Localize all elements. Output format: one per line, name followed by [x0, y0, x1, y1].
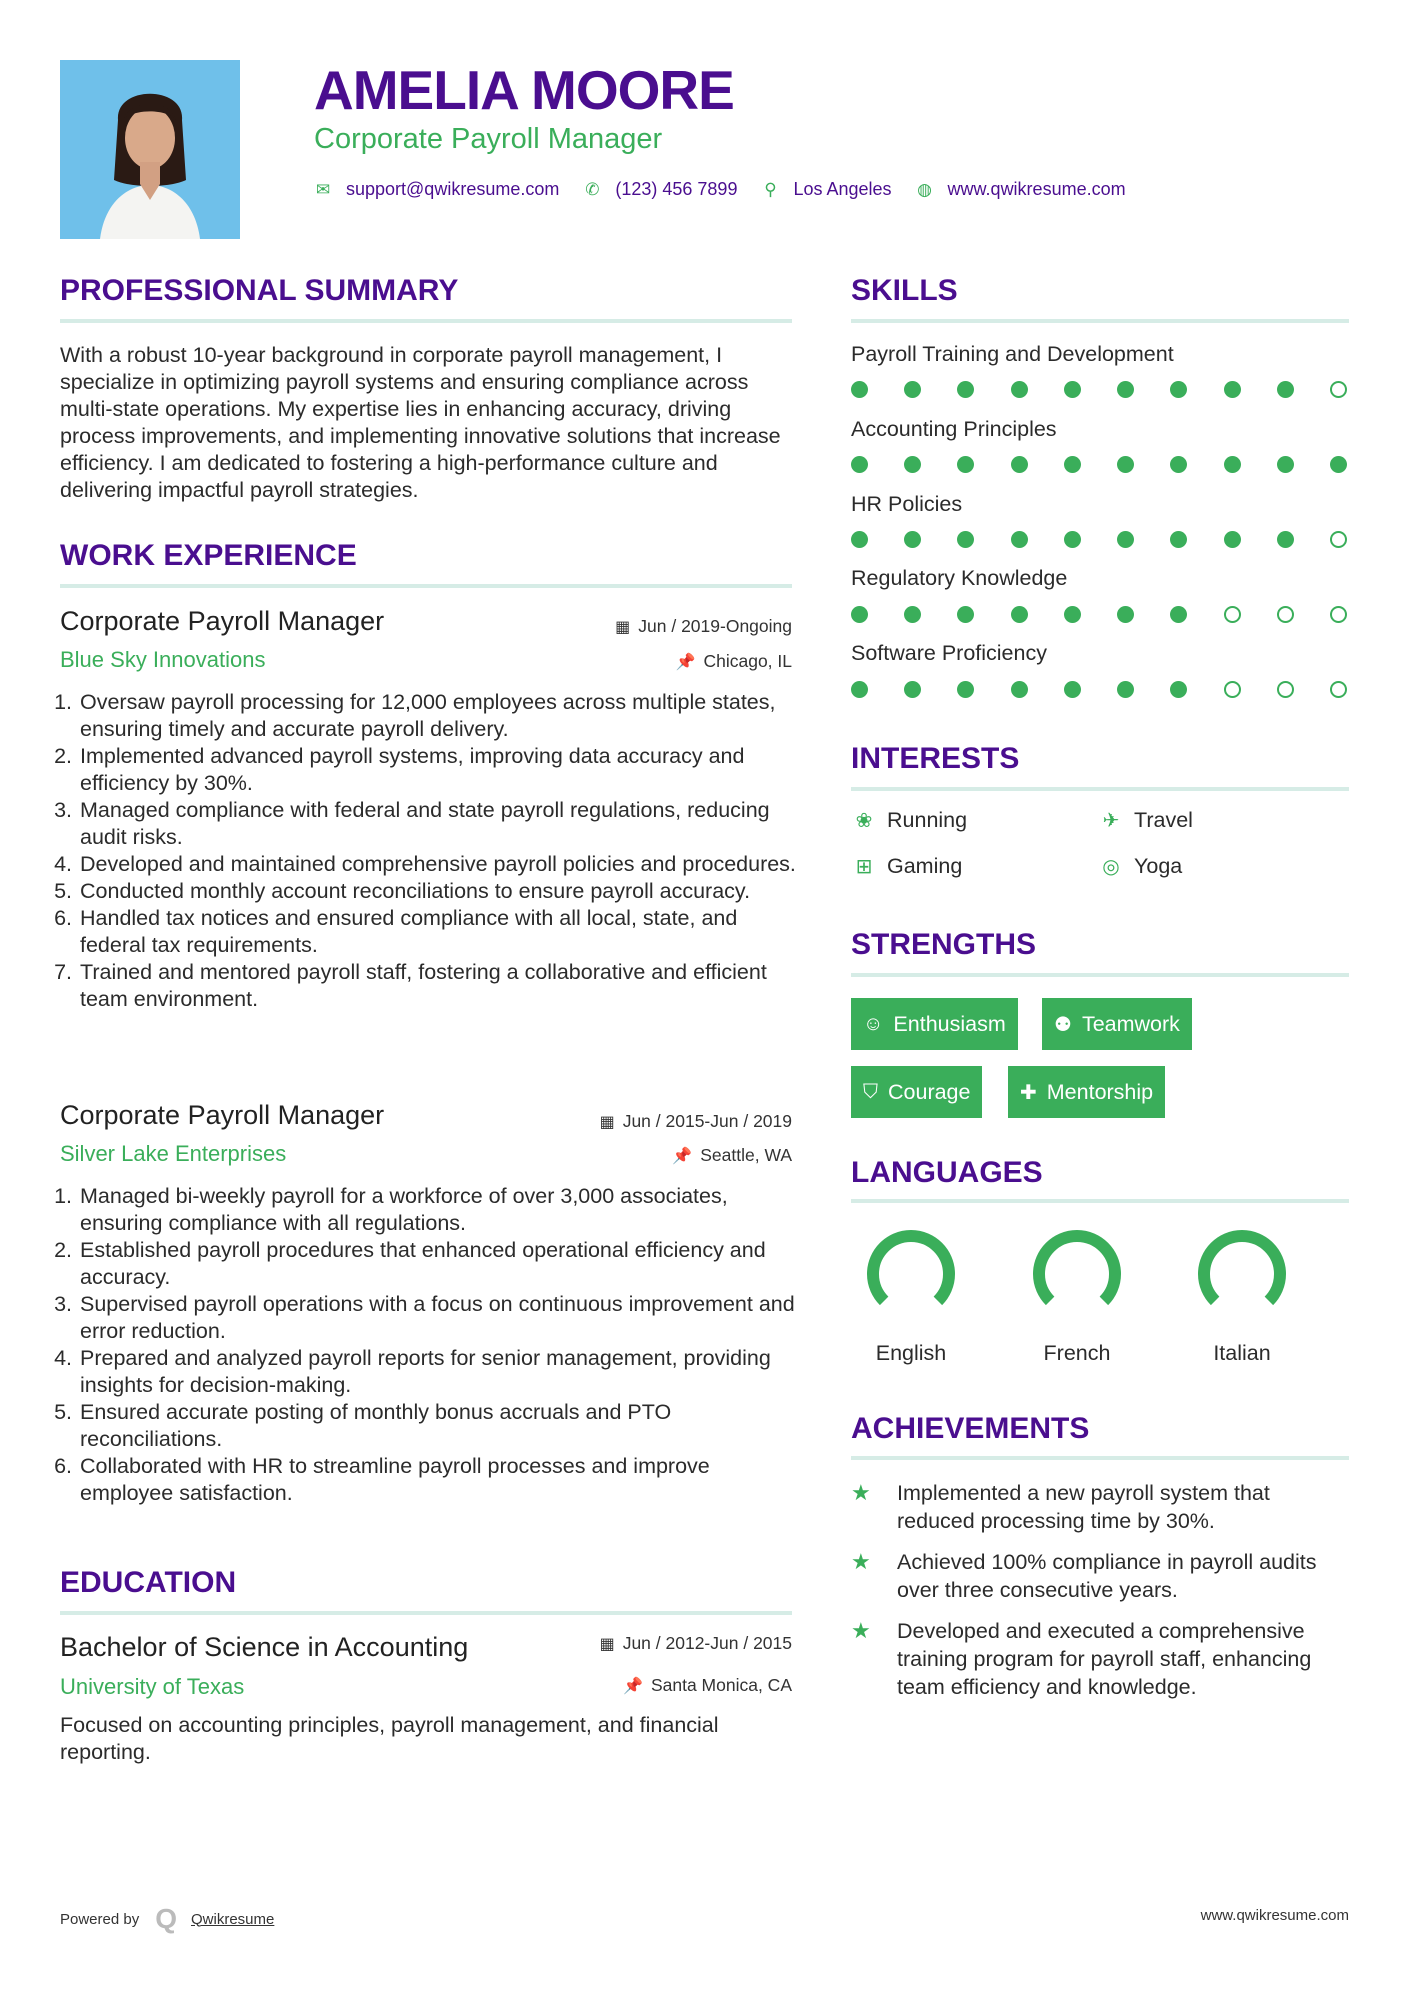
skill-dot-filled	[1117, 606, 1134, 623]
skill-name: Payroll Training and Development	[851, 342, 1174, 366]
strength-badge	[851, 998, 1018, 1050]
website-text: www.qwikresume.com	[947, 179, 1126, 199]
interests-heading: INTERESTS	[851, 742, 1020, 775]
strength-label: Mentorship	[1046, 1079, 1154, 1104]
strength-badge	[1008, 1066, 1165, 1118]
skill-rating	[851, 381, 1347, 398]
pushpin-icon: 📌	[672, 1147, 693, 1165]
skill-dot-filled	[851, 681, 868, 698]
experience-heading: WORK EXPERIENCE	[60, 539, 357, 572]
interest-label: Yoga	[1134, 854, 1183, 878]
footer-site[interactable]: www.qwikresume.com	[1200, 1907, 1349, 1924]
location-text: Los Angeles	[793, 179, 892, 199]
star-icon: ★	[851, 1618, 871, 1643]
interest-item	[851, 854, 962, 879]
calendar-icon: ▦	[615, 618, 631, 636]
globe-icon: ◍	[917, 179, 932, 199]
calendar-icon: ▦	[599, 1635, 615, 1653]
education-date-text: Jun / 2012-Jun / 2015	[622, 1633, 792, 1653]
skill-dot-filled	[1170, 381, 1187, 398]
shield-icon: ⛉	[863, 1080, 878, 1103]
language-ring-arc	[873, 1236, 949, 1301]
plane-icon: ✈	[1102, 810, 1120, 832]
skill-name: Regulatory Knowledge	[851, 566, 1068, 590]
list-item: 2. Implemented advanced payroll systems, improving data accuracy and efficiency by 30%.	[78, 743, 808, 797]
language-label: Italian	[1213, 1341, 1271, 1365]
strength-label: Teamwork	[1081, 1011, 1180, 1036]
strength-label: Courage	[888, 1079, 971, 1104]
interest-item	[1098, 808, 1193, 833]
star-icon: ★	[851, 1480, 871, 1505]
language-ring	[859, 1222, 963, 1326]
education-date	[600, 1633, 792, 1654]
skill-dot-filled	[1330, 456, 1347, 473]
phone-text: (123) 456 7899	[615, 179, 738, 199]
achievement-text: Implemented a new payroll system that reduced processing time by 30%.	[897, 1481, 1270, 1533]
skill-dot-filled	[904, 456, 921, 473]
skill-dot-filled	[1064, 531, 1081, 548]
skill-dot-filled	[1277, 531, 1294, 548]
list-item: 7. Trained and mentored payroll staff, fostering a collaborative and efficient team environment.	[78, 959, 808, 1013]
profile-photo	[60, 60, 240, 239]
brand-link[interactable]: Qwikresume	[191, 1910, 275, 1928]
strength-label: Enthusiasm	[893, 1011, 1006, 1036]
list-item: 6. Collaborated with HR to streamline payroll processes and improve employee satisfaction.	[78, 1453, 808, 1507]
section-divider	[851, 1456, 1349, 1460]
skill-rating	[851, 681, 1347, 698]
language-item	[841, 1222, 981, 1366]
job-location-text: Chicago, IL	[703, 651, 792, 671]
contact-location	[761, 179, 891, 200]
job-date-text: Jun / 2019-Ongoing	[638, 616, 792, 636]
achievements-heading: ACHIEVEMENTS	[851, 1412, 1090, 1445]
skill-name: Software Proficiency	[851, 641, 1047, 665]
skill-dot-empty	[1224, 606, 1241, 623]
language-ring	[1025, 1222, 1129, 1326]
skill-dot-filled	[1011, 606, 1028, 623]
skill-dot-filled	[904, 606, 921, 623]
skill-dot-filled	[1170, 531, 1187, 548]
skill-dot-filled	[1170, 456, 1187, 473]
list-item: 4. Prepared and analyzed payroll reports for senior management, providing insights for decision-making.	[78, 1345, 808, 1399]
star-icon: ★	[851, 1549, 871, 1574]
smile-icon: ☺	[863, 1012, 884, 1035]
education-location-text: Santa Monica, CA	[650, 1675, 792, 1695]
list-item: 3. Managed compliance with federal and state payroll regulations, reducing audit risks.	[78, 797, 808, 851]
skill-dot-filled	[851, 381, 868, 398]
skill-dot-empty	[1330, 606, 1347, 623]
job-bullets	[60, 1183, 808, 1507]
school-name: University of Texas	[60, 1674, 245, 1699]
skill-dot-filled	[1117, 456, 1134, 473]
gamepad-icon: ⊞	[855, 856, 873, 878]
section-divider	[60, 1611, 792, 1615]
section-divider	[851, 787, 1349, 791]
skill-dot-empty	[1330, 381, 1347, 398]
contact-bar	[314, 179, 1150, 200]
pushpin-icon: 📌	[675, 653, 696, 671]
job-company: Blue Sky Innovations	[60, 647, 266, 672]
skill-dot-filled	[851, 606, 868, 623]
skill-dot-filled	[957, 381, 974, 398]
paw-icon: ❀	[855, 810, 873, 832]
skill-dot-filled	[904, 381, 921, 398]
skills-heading: SKILLS	[851, 274, 958, 307]
skill-dot-filled	[1064, 606, 1081, 623]
users-icon: ⚉	[1054, 1013, 1072, 1036]
language-ring	[1190, 1222, 1294, 1326]
skill-dot-empty	[1224, 681, 1241, 698]
contact-email[interactable]	[314, 179, 559, 200]
skill-dot-filled	[1117, 531, 1134, 548]
language-item	[1007, 1222, 1147, 1366]
pushpin-icon: 📌	[623, 1677, 643, 1695]
skill-dot-empty	[1330, 531, 1347, 548]
candidate-title: Corporate Payroll Manager	[314, 123, 663, 155]
section-divider	[851, 1199, 1349, 1203]
skill-dot-filled	[957, 681, 974, 698]
language-label: French	[1043, 1341, 1111, 1365]
skill-dot-filled	[1011, 456, 1028, 473]
skill-dot-empty	[1277, 606, 1294, 623]
skill-dot-filled	[1277, 456, 1294, 473]
achievement-item	[851, 1548, 1351, 1604]
skill-dot-filled	[904, 681, 921, 698]
user-plus-icon: ✚	[1020, 1081, 1037, 1104]
skill-dot-filled	[1117, 381, 1134, 398]
summary-heading: PROFESSIONAL SUMMARY	[60, 274, 459, 307]
skill-dot-filled	[1224, 531, 1241, 548]
job-date-text: Jun / 2015-Jun / 2019	[622, 1111, 792, 1131]
skill-dot-filled	[1011, 531, 1028, 548]
job-location	[672, 1145, 792, 1166]
list-item: 4. Developed and maintained comprehensive payroll policies and procedures.	[78, 851, 808, 878]
interest-item	[851, 808, 967, 833]
skill-dot-filled	[957, 456, 974, 473]
skill-dot-filled	[957, 531, 974, 548]
job-title: Corporate Payroll Manager	[60, 606, 385, 636]
list-item: 1. Oversaw payroll processing for 12,000 employees across multiple states, ensuring timely and accurate payroll delivery.	[78, 689, 808, 743]
skill-dot-filled	[1064, 681, 1081, 698]
contact-phone[interactable]	[583, 179, 737, 200]
skill-rating	[851, 531, 1347, 548]
degree-title: Bachelor of Science in Accounting	[60, 1632, 469, 1662]
qwikresume-logo-icon: Q	[155, 1903, 177, 1934]
skill-dot-filled	[1011, 381, 1028, 398]
skill-dot-filled	[851, 531, 868, 548]
skill-name: Accounting Principles	[851, 417, 1057, 441]
powered-by-text: Powered by	[60, 1910, 140, 1928]
section-divider	[60, 584, 792, 588]
language-item	[1172, 1222, 1312, 1366]
phone-icon: ✆	[585, 179, 600, 199]
interest-label: Travel	[1134, 808, 1193, 832]
email-text: support@qwikresume.com	[346, 179, 560, 199]
skill-dot-filled	[957, 606, 974, 623]
strength-badge	[1042, 998, 1192, 1050]
job-company: Silver Lake Enterprises	[60, 1141, 287, 1166]
job-location-text: Seattle, WA	[700, 1145, 792, 1165]
skill-dot-filled	[1170, 606, 1187, 623]
interest-label: Gaming	[887, 854, 963, 878]
job-title: Corporate Payroll Manager	[60, 1100, 385, 1130]
skill-dot-empty	[1277, 681, 1294, 698]
skill-rating	[851, 606, 1347, 623]
strength-badge	[851, 1066, 982, 1118]
skill-dot-filled	[1277, 381, 1294, 398]
list-item: 2. Established payroll procedures that enhanced operational efficiency and accuracy.	[78, 1237, 808, 1291]
education-description: Focused on accounting principles, payroll management, and financial reporting.	[60, 1713, 719, 1764]
skill-dot-filled	[1224, 381, 1241, 398]
job-date	[615, 616, 792, 637]
list-item: 5. Conducted monthly account reconciliations to ensure payroll accuracy.	[78, 878, 808, 905]
calendar-icon: ▦	[599, 1113, 615, 1131]
lifebuoy-icon: ◎	[1102, 856, 1120, 878]
contact-website[interactable]	[916, 179, 1126, 200]
achievement-item	[851, 1617, 1351, 1701]
skill-dot-filled	[904, 531, 921, 548]
skill-rating	[851, 456, 1347, 473]
list-item: 5. Ensured accurate posting of monthly bonus accruals and PTO reconciliations.	[78, 1399, 808, 1453]
section-divider	[851, 319, 1349, 323]
skill-dot-filled	[1224, 456, 1241, 473]
achievement-text: Developed and executed a comprehensive training program for payroll staff, enhancing team efficiency and knowledge.	[897, 1619, 1312, 1699]
skill-name: HR Policies	[851, 492, 963, 516]
summary-text: With a robust 10-year background in corporate payroll management, I specialize in optimizing payroll systems and ensuring compliance across multi-state operations. My expertise lies in enhancing accuracy, driving process improvements, and implementing innovative solutions that increase efficiency. I am dedicated to fostering a high-performance culture and delivering impactful payroll strategies.	[60, 343, 781, 502]
languages-heading: LANGUAGES	[851, 1156, 1043, 1189]
education-location	[623, 1675, 792, 1696]
skill-dot-filled	[1011, 681, 1028, 698]
list-item: 1. Managed bi-weekly payroll for a workforce of over 3,000 associates, ensuring compliance with all regulations.	[78, 1183, 808, 1237]
achievement-text: Achieved 100% compliance in payroll audits over three consecutive years.	[897, 1550, 1317, 1602]
footer-branding	[60, 1903, 274, 1935]
skill-dot-empty	[1330, 681, 1347, 698]
strengths-heading: STRENGTHS	[851, 928, 1037, 961]
section-divider	[60, 319, 792, 323]
job-bullets	[60, 689, 808, 1013]
language-label: English	[875, 1341, 947, 1365]
skill-dot-filled	[1064, 381, 1081, 398]
list-item: 3. Supervised payroll operations with a focus on continuous improvement and error reduction.	[78, 1291, 808, 1345]
candidate-name: AMELIA MOORE	[314, 59, 734, 121]
language-ring-arc	[1204, 1236, 1280, 1301]
job-location	[676, 651, 792, 672]
job-date	[600, 1111, 792, 1132]
language-ring-arc	[1039, 1236, 1115, 1301]
interest-label: Running	[887, 808, 968, 832]
skill-dot-filled	[1170, 681, 1187, 698]
skill-dot-filled	[851, 456, 868, 473]
map-marker-icon: ⚲	[764, 179, 777, 199]
envelope-icon: ✉	[315, 179, 331, 199]
section-divider	[851, 973, 1349, 977]
education-heading: EDUCATION	[60, 1566, 237, 1599]
skill-dot-filled	[1064, 456, 1081, 473]
list-item: 6. Handled tax notices and ensured compliance with all local, state, and federal tax requirements.	[78, 905, 808, 959]
achievement-item	[851, 1479, 1351, 1535]
skill-dot-filled	[1117, 681, 1134, 698]
interest-item	[1098, 854, 1182, 879]
